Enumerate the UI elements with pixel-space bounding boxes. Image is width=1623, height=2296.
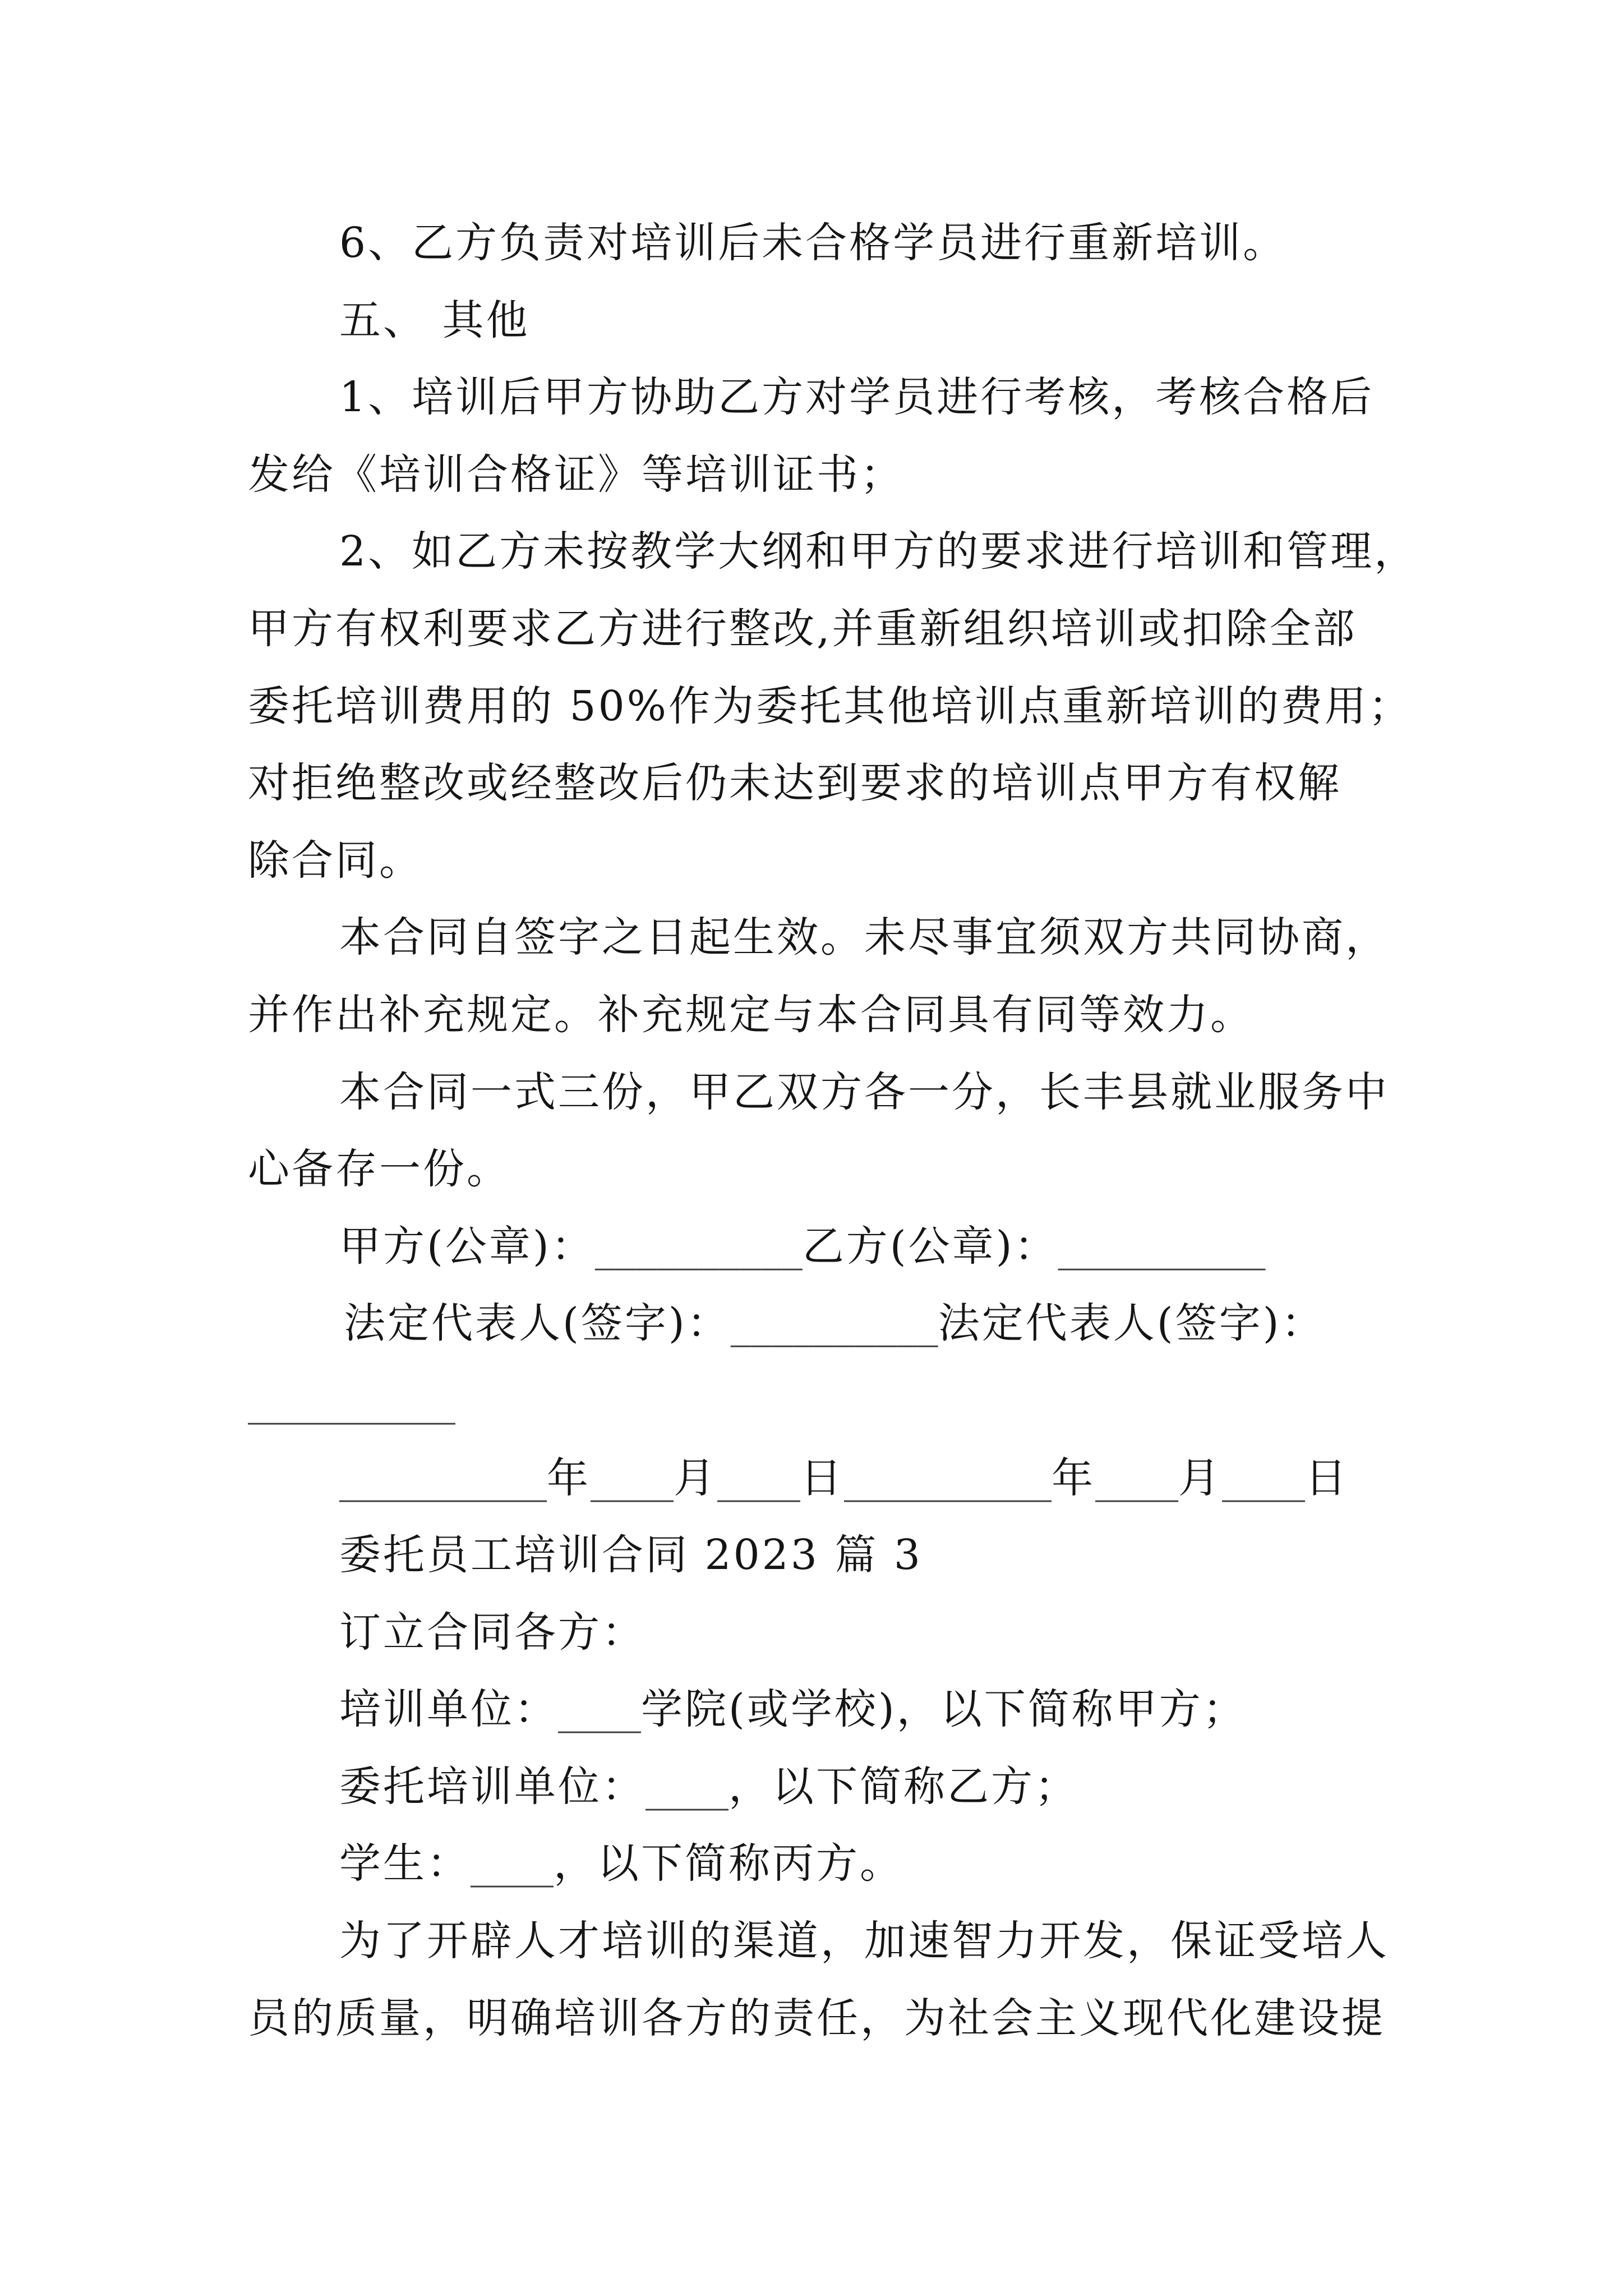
clause-line: 委托培训费用的 50%作为委托其他培训点重新培训的费用； bbox=[248, 682, 1412, 730]
text-segment: 培训单位： bbox=[339, 1685, 558, 1734]
clause-line: 甲方有权利要求乙方进行整改,并重新组织培训或扣除全部 bbox=[248, 604, 1357, 653]
clause-line: 1、培训后甲方协助乙方对学员进行考核，考核合格后 bbox=[339, 373, 1375, 422]
text-segment: 学生： bbox=[339, 1839, 471, 1888]
blank-field: __________ bbox=[339, 1453, 547, 1502]
text-segment: ，以下简称乙方； bbox=[728, 1762, 1078, 1811]
text-segment: 法定代表人(签字)： bbox=[344, 1299, 731, 1348]
section-heading: 委托员工培训合同 2023 篇 3 bbox=[339, 1531, 923, 1580]
clause-line: 订立合同各方： bbox=[339, 1608, 645, 1657]
party-line bbox=[0, 1749, 1623, 1826]
clause-line: 并作出补充规定。补充规定与本合同具有同等效力。 bbox=[248, 990, 1254, 1039]
text-segment: 日 bbox=[800, 1453, 844, 1502]
blank-field: __________ bbox=[594, 1222, 803, 1271]
blank-field: ____ bbox=[1222, 1453, 1305, 1502]
blank-field: __________ bbox=[1058, 1222, 1266, 1271]
clause-line: 对拒绝整改或经整改后仍未达到要求的培训点甲方有权解 bbox=[248, 759, 1341, 808]
blank-field: ____ bbox=[1095, 1453, 1178, 1502]
party-line bbox=[0, 1825, 1623, 1903]
blank-field: __________ bbox=[844, 1453, 1052, 1502]
text-segment: 年 bbox=[1052, 1453, 1095, 1502]
clause-line: 为了开辟人才培训的渠道，加速智力开发，保证受培人 bbox=[339, 1917, 1389, 1966]
text-segment: 月 bbox=[1178, 1453, 1222, 1502]
clause-line: 员的质量，明确培训各方的责任，为社会主义现代化建设提 bbox=[248, 1994, 1385, 2042]
signature-line-date bbox=[0, 1440, 1623, 1517]
blank-field: ____ bbox=[645, 1762, 728, 1811]
signature-line-seal bbox=[0, 1208, 1623, 1286]
text-segment: 学院(或学校)，以下简称甲方； bbox=[641, 1685, 1247, 1734]
text-segment: 委托培训单位： bbox=[339, 1762, 645, 1811]
text-segment: 法定代表人(签字)： bbox=[938, 1299, 1325, 1348]
text-segment: 年 bbox=[547, 1453, 591, 1502]
signature-line-blank bbox=[0, 1363, 1623, 1440]
blank-field: ____ bbox=[591, 1453, 674, 1502]
blank-field: ____ bbox=[558, 1685, 641, 1734]
clause-line: 本合同自签字之日起生效。未尽事宜须双方共同协商， bbox=[339, 913, 1389, 962]
text-segment: ，以下简称丙方。 bbox=[554, 1839, 903, 1888]
text-segment: 月 bbox=[674, 1453, 717, 1502]
signature-line-representative bbox=[0, 1285, 1623, 1363]
text-segment: 日 bbox=[1305, 1453, 1349, 1502]
text-segment: 甲方(公章)： bbox=[339, 1222, 595, 1271]
blank-field: ____ bbox=[471, 1839, 554, 1888]
clause-line: 除合同。 bbox=[248, 836, 423, 885]
section-heading: 五、 其他 bbox=[339, 296, 530, 344]
blank-field: __________ bbox=[248, 1376, 455, 1425]
blank-field: ____ bbox=[717, 1453, 800, 1502]
clause-line: 6、乙方负责对培训后未合格学员进行重新培训。 bbox=[339, 219, 1287, 267]
clause-line: 发给《培训合格证》等培训证书； bbox=[248, 450, 904, 499]
clause-line: 本合同一式三份，甲乙双方各一分，长丰县就业服务中 bbox=[339, 1068, 1389, 1116]
blank-field: __________ bbox=[730, 1299, 938, 1348]
clause-line: 2、如乙方未按教学大纲和甲方的要求进行培训和管理， bbox=[339, 527, 1418, 576]
party-line bbox=[0, 1671, 1623, 1749]
clause-line: 心备存一份。 bbox=[248, 1145, 510, 1194]
text-segment: 乙方(公章)： bbox=[802, 1222, 1058, 1271]
